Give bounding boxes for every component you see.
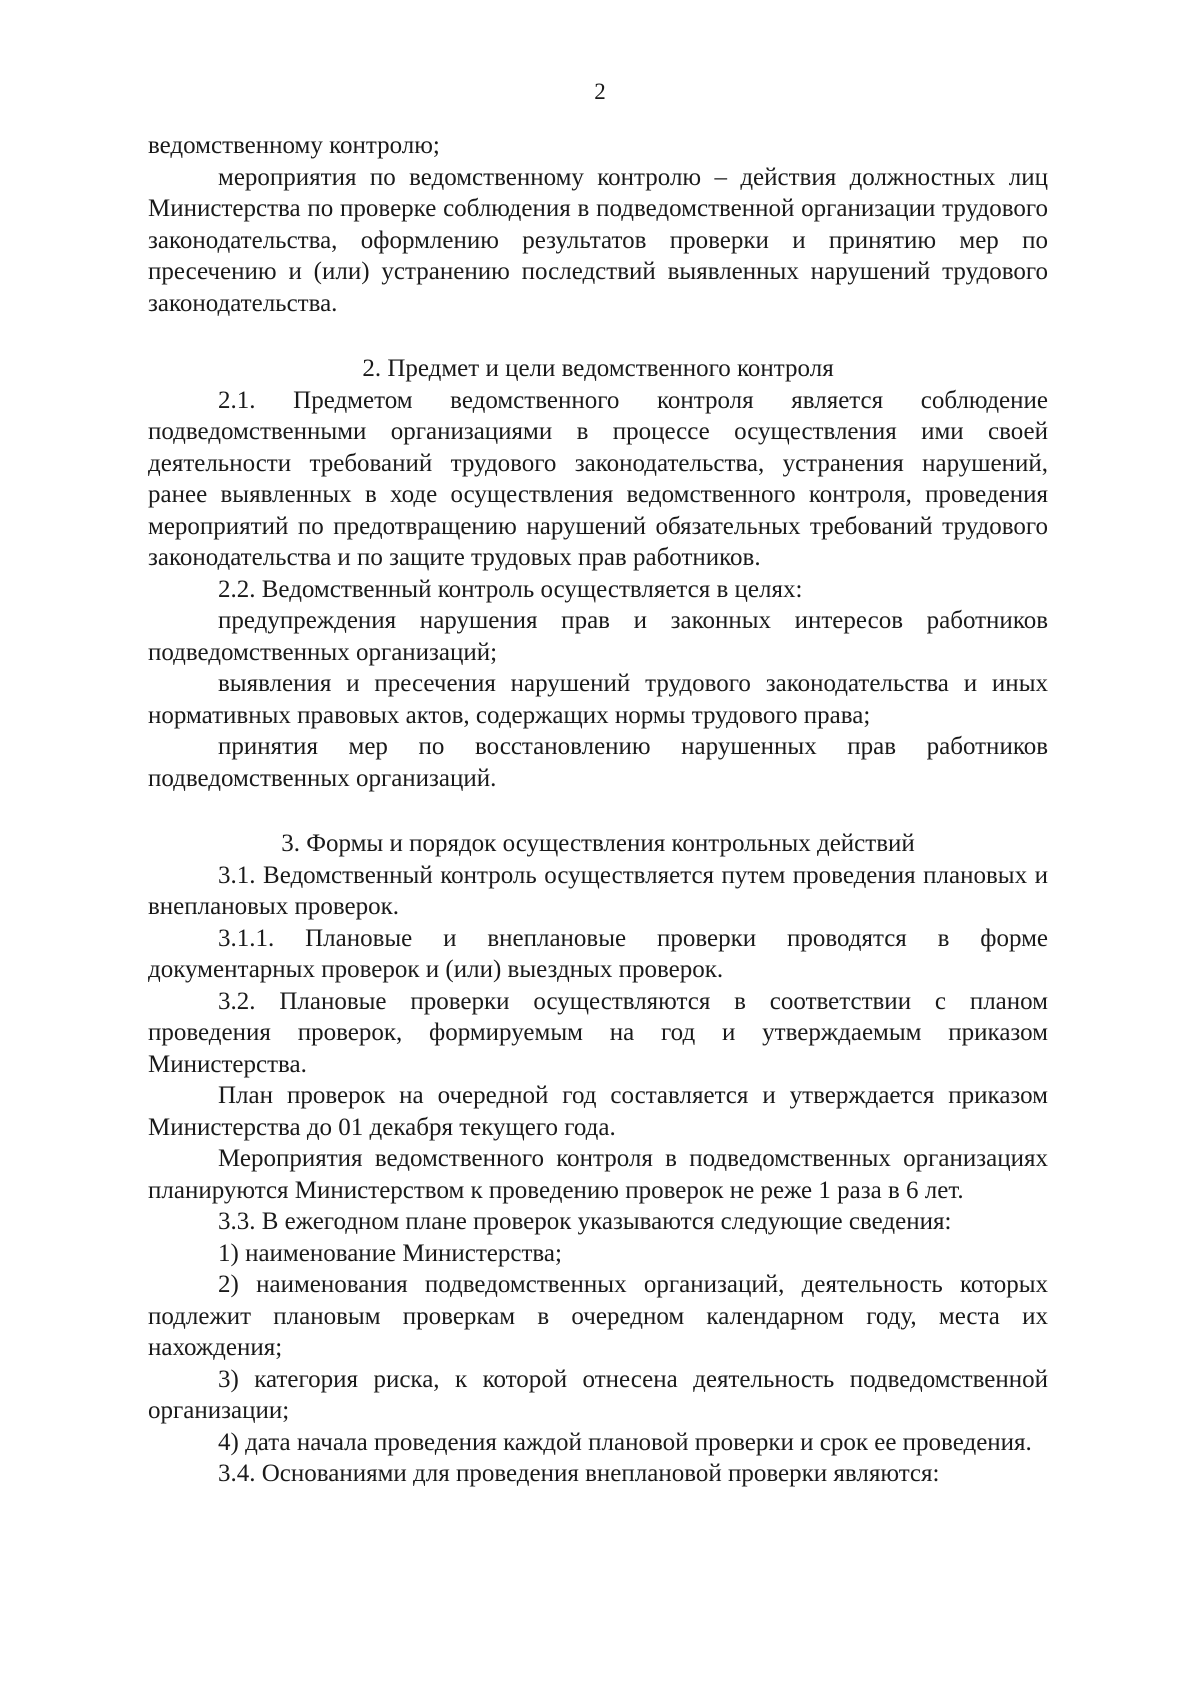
list-item-3-3-3: 3) категория риска, к которой отнесена деятельность подведомственной организации;: [148, 1365, 1048, 1424]
page-number: 2: [594, 79, 606, 104]
paragraph-definition-measures: мероприятия по ведомственному контролю – действия должностных лиц Министерства по проверке соблюдения в подведомственной организации трудового законодательства, оформлению результатов проверки и принятию мер по пресечению и (или) устранению последствий выявленных нарушений трудового законодательства.: [148, 163, 1048, 317]
paragraph-3-2-frequency: Мероприятия ведомственного контроля в подведомственных организациях планируются Министерством к проведению проверок не реже 1 раза в 6 лет.: [148, 1145, 1048, 1204]
paragraph-2-1: 2.1. Предметом ведомственного контроля является соблюдение подведомственными организациями в процессе осуществления ими своей деятельности требований трудового законодательства, устранения нарушений, ранее выявленных в ходе осуществления ведомственного контроля, проведения мероприятий по предотвращению нарушений обязательных требований трудового законодательства и по защите трудовых прав работников.: [148, 386, 1048, 571]
document-body: [148, 130, 1048, 1490]
paragraph-3-2-plan-deadline: План проверок на очередной год составляется и утверждается приказом Министерства до 01 декабря текущего года.: [148, 1082, 1048, 1141]
section-spacer: [148, 794, 1048, 828]
paragraph-2-2-goal-prevention: предупреждения нарушения прав и законных интересов работников подведомственных организаций;: [148, 607, 1048, 666]
paragraph-3-1-1: 3.1.1. Плановые и внеплановые проверки проводятся в форме документарных проверок и (или) выездных проверок.: [148, 924, 1048, 983]
list-item-3-3-1: 1) наименование Министерства;: [218, 1239, 562, 1267]
section-heading-3: 3. Формы и порядок осуществления контрольных действий: [281, 830, 915, 857]
section-heading-2: 2. Предмет и цели ведомственного контроля: [362, 355, 834, 382]
list-item-3-3-4: 4) дата начала проведения каждой плановой проверки и срок ее проведения.: [218, 1428, 1032, 1456]
paragraph-2-2-goal-detection: выявления и пресечения нарушений трудового законодательства и иных нормативных правовых актов, содержащих нормы трудового права;: [148, 670, 1048, 729]
paragraph-2-2-goal-restoration: принятия мер по восстановлению нарушенных прав работников подведомственных организаций.: [148, 733, 1048, 792]
paragraph-3-3: 3.3. В ежегодном плане проверок указываются следующие сведения:: [218, 1208, 952, 1235]
paragraph-2-2: 2.2. Ведомственный контроль осуществляется в целях:: [218, 575, 803, 603]
paragraph-3-2: 3.2. Плановые проверки осуществляются в соответствии с планом проведения проверок, формируемым на год и утверждаемым приказом Министерства.: [148, 987, 1048, 1078]
paragraph-definition-continuation: ведомственному контролю;: [148, 132, 440, 159]
list-item-3-3-2: 2) наименования подведомственных организаций, деятельность которых подлежит плановым проверкам в очередном календарном году, места их нахождения;: [148, 1271, 1048, 1361]
paragraph-3-1: 3.1. Ведомственный контроль осуществляется путем проведения плановых и внеплановых проверок.: [148, 861, 1048, 920]
section-spacer: [148, 319, 1048, 353]
paragraph-3-4: 3.4. Основаниями для проведения внеплановой проверки являются:: [218, 1460, 940, 1487]
